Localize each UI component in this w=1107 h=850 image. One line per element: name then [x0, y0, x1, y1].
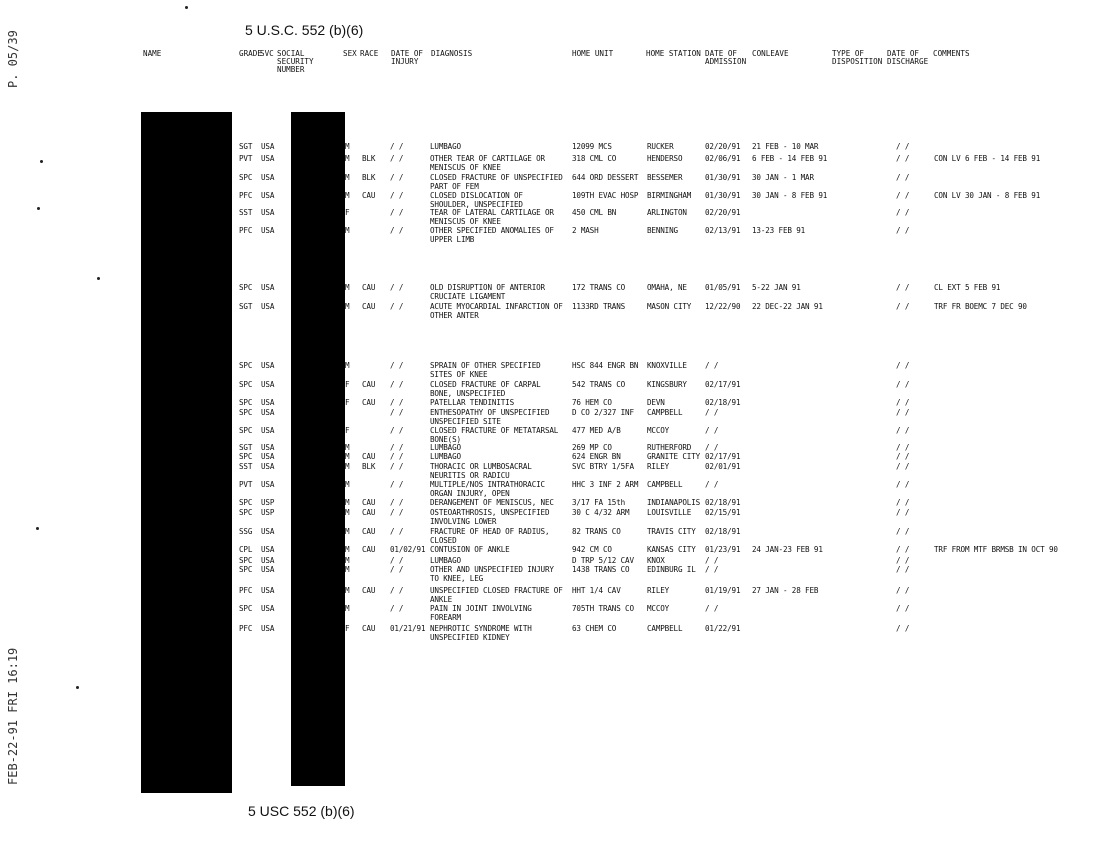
cell-con: 22 DEC-22 JAN 91: [752, 302, 823, 311]
cell-doa: 01/05/91: [705, 283, 741, 292]
cell-sex: M: [345, 173, 350, 182]
cell-doa: / /: [705, 556, 719, 565]
cell-doi: / /: [390, 508, 404, 517]
cell-diag: CLOSED FRACTURE OF METATARSAL BONE(S): [430, 426, 559, 444]
cell-doa: 02/06/91: [705, 154, 741, 163]
cell-unit: 3/17 FA 15th: [572, 498, 626, 507]
cell-doa: / /: [705, 408, 719, 417]
cell-sex: M: [345, 226, 350, 235]
cell-dod: / /: [896, 426, 910, 435]
cell-grade: PFC: [239, 586, 253, 595]
fax-speck: [185, 6, 188, 9]
cell-grade: SPC: [239, 556, 253, 565]
cell-doa: 01/23/91: [705, 545, 741, 554]
cell-con: 21 FEB - 10 MAR: [752, 142, 819, 151]
cell-doi: / /: [390, 498, 404, 507]
cell-dod: / /: [896, 565, 910, 574]
cell-grade: PFC: [239, 191, 253, 200]
cell-unit: 542 TRANS CO: [572, 380, 626, 389]
cell-unit: HHC 3 INF 2 ARM: [572, 480, 639, 489]
cell-race: CAU: [362, 283, 376, 292]
cell-unit: 63 CHEM CO: [572, 624, 617, 633]
cell-grade: PFC: [239, 624, 253, 633]
cell-svc: USA: [261, 173, 275, 182]
cell-comments: TRF FR BOEMC 7 DEC 90: [934, 302, 1027, 311]
cell-diag: CLOSED FRACTURE OF CARPAL BONE, UNSPECIFIED: [430, 380, 541, 398]
cell-doi: / /: [390, 283, 404, 292]
cell-grade: SPC: [239, 283, 253, 292]
cell-race: CAU: [362, 191, 376, 200]
cell-grade: SPC: [239, 498, 253, 507]
cell-doi: / /: [390, 426, 404, 435]
cell-svc: USA: [261, 527, 275, 536]
cell-diag: OTHER SPECIFIED ANOMALIES OF UPPER LIMB: [430, 226, 554, 244]
cell-doi: / /: [390, 604, 404, 613]
cell-doa: 02/18/91: [705, 498, 741, 507]
cell-svc: USA: [261, 142, 275, 151]
cell-grade: SGT: [239, 443, 253, 452]
cell-doa: 01/22/91: [705, 624, 741, 633]
fax-page-number: P. 05/39: [6, 30, 20, 88]
cell-doa: 02/20/91: [705, 142, 741, 151]
cell-doa: 01/30/91: [705, 173, 741, 182]
cell-unit: 76 HEM CO: [572, 398, 612, 407]
cell-doa: 02/17/91: [705, 380, 741, 389]
cell-unit: HSC 844 ENGR BN: [572, 361, 639, 370]
cell-doi: / /: [390, 565, 404, 574]
cell-diag: CLOSED DISLOCATION OF SHOULDER, UNSPECIFIED: [430, 191, 523, 209]
header-home-unit: HOME UNIT: [572, 49, 614, 58]
cell-dod: / /: [896, 361, 910, 370]
cell-sex: M: [345, 142, 350, 151]
cell-doa: 02/18/91: [705, 398, 741, 407]
cell-grade: SGT: [239, 302, 253, 311]
cell-doi: / /: [390, 398, 404, 407]
cell-sex: M: [345, 508, 350, 517]
cell-sex: M: [345, 191, 350, 200]
cell-sex: M: [345, 498, 350, 507]
header-grade: GRADE: [239, 49, 262, 58]
cell-sex: F: [345, 398, 350, 407]
cell-diag: LUMBAGO: [430, 443, 461, 452]
cell-unit: 450 CML BN: [572, 208, 617, 217]
header-disposition: TYPE OF DISPOSITION: [832, 49, 883, 67]
cell-unit: 705TH TRANS CO: [572, 604, 634, 613]
cell-dod: / /: [896, 480, 910, 489]
cell-unit: SVC BTRY 1/5FA: [572, 462, 634, 471]
cell-dod: / /: [896, 302, 910, 311]
header-date-of-admission: DATE OF ADMISSION: [705, 49, 747, 67]
cell-doi: / /: [390, 361, 404, 370]
cell-unit: 942 CM CO: [572, 545, 612, 554]
cell-con: 24 JAN-23 FEB 91: [752, 545, 823, 554]
cell-doi: 01/21/91: [390, 624, 426, 633]
cell-diag: LUMBAGO: [430, 556, 461, 565]
cell-svc: USA: [261, 426, 275, 435]
cell-diag: DERANGEMENT OF MENISCUS, NEC: [430, 498, 554, 507]
exemption-label-top: 5 U.S.C. 552 (b)(6): [245, 22, 364, 38]
cell-unit: 82 TRANS CO: [572, 527, 621, 536]
cell-doa: 02/20/91: [705, 208, 741, 217]
cell-con: 27 JAN - 28 FEB: [752, 586, 819, 595]
cell-station: MASON CITY: [647, 302, 692, 311]
cell-doi: / /: [390, 226, 404, 235]
cell-con: 30 JAN - 1 MAR: [752, 173, 814, 182]
cell-station: TRAVIS CITY: [647, 527, 696, 536]
cell-doi: / /: [390, 191, 404, 200]
cell-race: CAU: [362, 452, 376, 461]
cell-dod: / /: [896, 380, 910, 389]
cell-svc: USA: [261, 462, 275, 471]
cell-station: KNOXVILLE: [647, 361, 687, 370]
cell-dod: / /: [896, 462, 910, 471]
cell-diag: LUMBAGO: [430, 452, 461, 461]
cell-sex: M: [345, 545, 350, 554]
cell-dod: / /: [896, 527, 910, 536]
cell-station: EDINBURG IL: [647, 565, 696, 574]
cell-sex: M: [345, 302, 350, 311]
cell-svc: USP: [261, 508, 275, 517]
cell-doi: / /: [390, 452, 404, 461]
cell-station: RUCKER: [647, 142, 674, 151]
cell-diag: CLOSED FRACTURE OF UNSPECIFIED PART OF FEM: [430, 173, 563, 191]
cell-grade: SPC: [239, 508, 253, 517]
fax-speck: [40, 160, 43, 163]
cell-doa: / /: [705, 480, 719, 489]
cell-unit: 172 TRANS CO: [572, 283, 626, 292]
cell-diag: MULTIPLE/NOS INTRATHORACIC ORGAN INJURY, OPEN: [430, 480, 545, 498]
cell-doa: 02/01/91: [705, 462, 741, 471]
cell-doi: / /: [390, 462, 404, 471]
cell-diag: OTHER TEAR OF CARTILAGE OR MENISCUS OF KNEE: [430, 154, 545, 172]
cell-unit: 477 MED A/B: [572, 426, 621, 435]
cell-svc: USA: [261, 586, 275, 595]
cell-doa: 01/19/91: [705, 586, 741, 595]
cell-doa: / /: [705, 361, 719, 370]
cell-sex: F: [345, 624, 350, 633]
cell-sex: M: [345, 527, 350, 536]
cell-comments: TRF FROM MTF BRMSB IN OCT 90: [934, 545, 1058, 554]
cell-diag: PATELLAR TENDINITIS: [430, 398, 515, 407]
cell-grade: SST: [239, 462, 253, 471]
cell-diag: ENTHESOPATHY OF UNSPECIFIED UNSPECIFIED SITE: [430, 408, 550, 426]
cell-grade: SPC: [239, 380, 253, 389]
cell-unit: 644 ORD DESSERT: [572, 173, 639, 182]
cell-station: CAMPBELL: [647, 408, 683, 417]
cell-race: CAU: [362, 586, 376, 595]
cell-doi: / /: [390, 173, 404, 182]
cell-diag: OLD DISRUPTION OF ANTERIOR CRUCIATE LIGAMENT: [430, 283, 545, 301]
cell-sex: F: [345, 208, 350, 217]
header-date-of-discharge: DATE OF DISCHARGE: [887, 49, 929, 67]
cell-dod: / /: [896, 498, 910, 507]
cell-race: CAU: [362, 545, 376, 554]
cell-doa: / /: [705, 604, 719, 613]
cell-grade: SPC: [239, 604, 253, 613]
cell-sex: M: [345, 462, 350, 471]
cell-doa: 02/15/91: [705, 508, 741, 517]
header-comments: COMMENTS: [933, 49, 970, 58]
cell-svc: USA: [261, 302, 275, 311]
cell-grade: PVT: [239, 154, 253, 163]
cell-svc: USA: [261, 556, 275, 565]
cell-station: ARLINGTON: [647, 208, 687, 217]
cell-station: LOUISVILLE: [647, 508, 692, 517]
cell-svc: USA: [261, 565, 275, 574]
cell-svc: USA: [261, 604, 275, 613]
cell-race: BLK: [362, 462, 376, 471]
redaction-bar-ssn: [291, 112, 345, 786]
cell-doa: 02/18/91: [705, 527, 741, 536]
cell-unit: 318 CML CO: [572, 154, 617, 163]
cell-doa: / /: [705, 426, 719, 435]
cell-sex: F: [345, 380, 350, 389]
cell-svc: USA: [261, 398, 275, 407]
cell-diag: FRACTURE OF HEAD OF RADIUS, CLOSED: [430, 527, 550, 545]
cell-dod: / /: [896, 398, 910, 407]
cell-doi: 01/02/91: [390, 545, 426, 554]
cell-con: 13-23 FEB 91: [752, 226, 806, 235]
cell-dod: / /: [896, 545, 910, 554]
cell-sex: M: [345, 361, 350, 370]
cell-dod: / /: [896, 283, 910, 292]
header-svc: SVC: [260, 49, 274, 58]
cell-station: RILEY: [647, 586, 670, 595]
cell-diag: NEPHROTIC SYNDROME WITH UNSPECIFIED KIDNEY: [430, 624, 532, 642]
cell-grade: CPL: [239, 545, 253, 554]
cell-con: 5-22 JAN 91: [752, 283, 801, 292]
cell-sex: M: [345, 443, 350, 452]
cell-dod: / /: [896, 624, 910, 633]
cell-grade: SST: [239, 208, 253, 217]
cell-diag: PAIN IN JOINT INVOLVING FOREARM: [430, 604, 532, 622]
cell-doi: / /: [390, 208, 404, 217]
cell-doa: 02/17/91: [705, 452, 741, 461]
cell-diag: OSTEOARTHROSIS, UNSPECIFIED INVOLVING LOWER: [430, 508, 550, 526]
cell-unit: 2 MASH: [572, 226, 599, 235]
cell-svc: USA: [261, 452, 275, 461]
cell-sex: M: [345, 452, 350, 461]
cell-unit: 1133RD TRANS: [572, 302, 626, 311]
cell-grade: SPC: [239, 361, 253, 370]
cell-dod: / /: [896, 154, 910, 163]
cell-diag: TEAR OF LATERAL CARTILAGE OR MENISCUS OF KNEE: [430, 208, 554, 226]
cell-diag: LUMBAGO: [430, 142, 461, 151]
cell-svc: USA: [261, 191, 275, 200]
cell-svc: USA: [261, 408, 275, 417]
cell-sex: M: [345, 154, 350, 163]
cell-grade: PVT: [239, 480, 253, 489]
cell-dod: / /: [896, 142, 910, 151]
cell-svc: USA: [261, 480, 275, 489]
cell-station: DEVN: [647, 398, 665, 407]
cell-svc: USA: [261, 443, 275, 452]
cell-station: CAMPBELL: [647, 624, 683, 633]
fax-speck: [36, 527, 39, 530]
cell-doa: / /: [705, 565, 719, 574]
cell-station: KNOX: [647, 556, 665, 565]
cell-sex: M: [345, 480, 350, 489]
cell-doa: / /: [705, 443, 719, 452]
cell-unit: HHT 1/4 CAV: [572, 586, 621, 595]
cell-station: RUTHERFORD: [647, 443, 692, 452]
cell-station: KANSAS CITY: [647, 545, 696, 554]
cell-unit: D TRP 5/12 CAV: [572, 556, 634, 565]
cell-comments: CON LV 30 JAN - 8 FEB 91: [934, 191, 1041, 200]
cell-svc: USA: [261, 283, 275, 292]
cell-con: 30 JAN - 8 FEB 91: [752, 191, 828, 200]
cell-unit: 269 MP CO: [572, 443, 612, 452]
cell-race: BLK: [362, 154, 376, 163]
cell-race: CAU: [362, 302, 376, 311]
cell-grade: SPC: [239, 452, 253, 461]
header-home-station: HOME STATION: [646, 49, 701, 58]
cell-station: OMAHA, NE: [647, 283, 687, 292]
cell-comments: CL EXT 5 FEB 91: [934, 283, 1001, 292]
cell-unit: 624 ENGR BN: [572, 452, 621, 461]
cell-doa: 02/13/91: [705, 226, 741, 235]
cell-doa: 01/30/91: [705, 191, 741, 200]
cell-race: BLK: [362, 173, 376, 182]
cell-station: BIRMINGHAM: [647, 191, 692, 200]
cell-dod: / /: [896, 508, 910, 517]
cell-doi: / /: [390, 556, 404, 565]
cell-grade: SGT: [239, 142, 253, 151]
cell-station: KINGSBURY: [647, 380, 687, 389]
cell-diag: SPRAIN OF OTHER SPECIFIED SITES OF KNEE: [430, 361, 541, 379]
cell-dod: / /: [896, 586, 910, 595]
cell-diag: THORACIC OR LUMBOSACRAL NEURITIS OR RADICU: [430, 462, 532, 480]
cell-station: GRANITE CITY: [647, 452, 701, 461]
cell-grade: SPC: [239, 426, 253, 435]
cell-sex: M: [345, 604, 350, 613]
exemption-label-bottom: 5 USC 552 (b)(6): [248, 803, 355, 819]
cell-station: HENDERSO: [647, 154, 683, 163]
cell-diag: UNSPECIFIED CLOSED FRACTURE OF ANKLE: [430, 586, 563, 604]
cell-race: CAU: [362, 380, 376, 389]
cell-dod: / /: [896, 173, 910, 182]
cell-race: CAU: [362, 498, 376, 507]
fax-speck: [97, 277, 100, 280]
header-race: RACE: [360, 49, 379, 58]
cell-grade: SPC: [239, 565, 253, 574]
cell-station: BESSEMER: [647, 173, 683, 182]
cell-svc: USA: [261, 226, 275, 235]
cell-station: BENNING: [647, 226, 678, 235]
cell-svc: USA: [261, 361, 275, 370]
header-ssn: SOCIAL SECURITY NUMBER: [277, 49, 314, 75]
cell-sex: F: [345, 426, 350, 435]
cell-dod: / /: [896, 191, 910, 200]
cell-sex: M: [345, 283, 350, 292]
cell-grade: SSG: [239, 527, 253, 536]
cell-station: CAMPBELL: [647, 480, 683, 489]
cell-grade: PFC: [239, 226, 253, 235]
cell-sex: M: [345, 586, 350, 595]
header-name: NAME: [143, 49, 162, 58]
cell-doi: / /: [390, 302, 404, 311]
cell-doi: / /: [390, 154, 404, 163]
cell-race: CAU: [362, 398, 376, 407]
cell-dod: / /: [896, 208, 910, 217]
cell-dod: / /: [896, 556, 910, 565]
cell-diag: CONTUSION OF ANKLE: [430, 545, 510, 554]
cell-station: INDIANAPOLIS: [647, 498, 701, 507]
cell-sex: M: [345, 565, 350, 574]
fax-speck: [37, 207, 40, 210]
cell-doi: / /: [390, 380, 404, 389]
cell-svc: USP: [261, 498, 275, 507]
cell-station: MCCOY: [647, 604, 670, 613]
cell-grade: SPC: [239, 408, 253, 417]
cell-diag: ACUTE MYOCARDIAL INFARCTION OF OTHER ANTER: [430, 302, 563, 320]
cell-svc: USA: [261, 208, 275, 217]
fax-speck: [76, 686, 79, 689]
header-sex: SEX: [343, 49, 357, 58]
cell-unit: 1438 TRANS CO: [572, 565, 630, 574]
cell-dod: / /: [896, 604, 910, 613]
header-conleave: CONLEAVE: [752, 49, 789, 58]
fax-date-stamp: FEB-22-91 FRI 16:19: [6, 647, 20, 785]
cell-con: 6 FEB - 14 FEB 91: [752, 154, 828, 163]
cell-svc: USA: [261, 545, 275, 554]
redaction-bar-name: [141, 112, 232, 793]
cell-unit: 109TH EVAC HOSP: [572, 191, 639, 200]
cell-station: MCCOY: [647, 426, 670, 435]
cell-doi: / /: [390, 527, 404, 536]
cell-dod: / /: [896, 408, 910, 417]
cell-doi: / /: [390, 586, 404, 595]
cell-unit: 12099 MCS: [572, 142, 612, 151]
cell-race: CAU: [362, 624, 376, 633]
cell-sex: M: [345, 556, 350, 565]
cell-doi: / /: [390, 408, 404, 417]
cell-dod: / /: [896, 452, 910, 461]
cell-dod: / /: [896, 226, 910, 235]
header-diagnosis: DIAGNOSIS: [431, 49, 473, 58]
cell-doi: / /: [390, 480, 404, 489]
cell-comments: CON LV 6 FEB - 14 FEB 91: [934, 154, 1041, 163]
cell-doa: 12/22/90: [705, 302, 741, 311]
cell-doi: / /: [390, 142, 404, 151]
cell-unit: D CO 2/327 INF: [572, 408, 634, 417]
cell-race: CAU: [362, 527, 376, 536]
cell-svc: USA: [261, 624, 275, 633]
cell-unit: 30 C 4/32 ARM: [572, 508, 630, 517]
cell-grade: SPC: [239, 398, 253, 407]
cell-doi: / /: [390, 443, 404, 452]
cell-svc: USA: [261, 380, 275, 389]
cell-diag: OTHER AND UNSPECIFIED INJURY TO KNEE, LEG: [430, 565, 554, 583]
header-date-of-injury: DATE OF INJURY: [391, 49, 424, 67]
cell-svc: USA: [261, 154, 275, 163]
cell-race: CAU: [362, 508, 376, 517]
cell-grade: SPC: [239, 173, 253, 182]
cell-station: RILEY: [647, 462, 670, 471]
cell-dod: / /: [896, 443, 910, 452]
